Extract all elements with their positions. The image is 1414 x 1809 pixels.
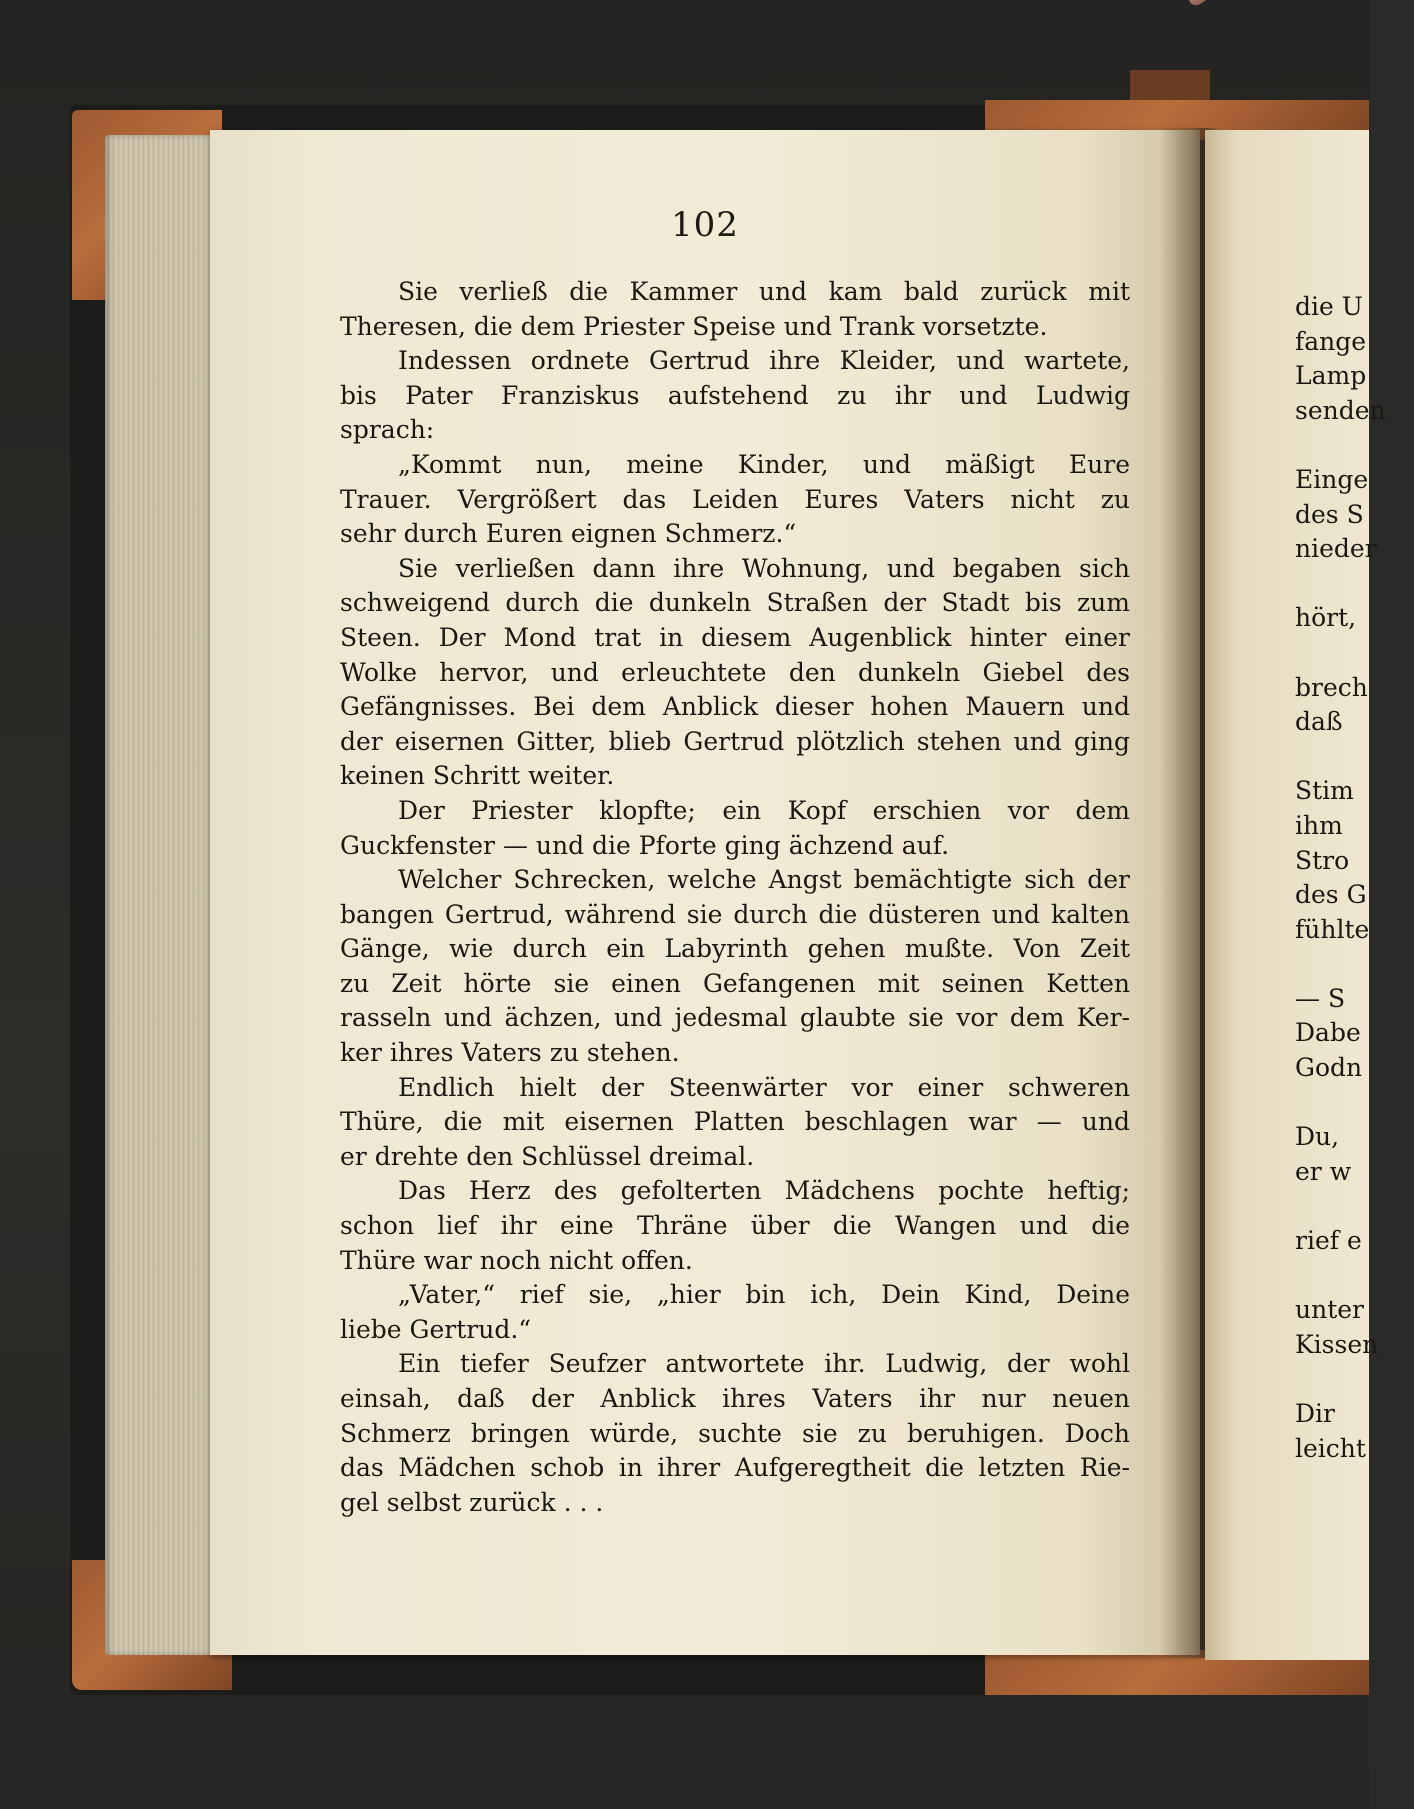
- left-page: [210, 130, 1200, 1655]
- page-edges: [105, 135, 220, 1655]
- text-line: Wolke hervor, und erleuchtete den dunkeln Giebel des: [340, 657, 1130, 687]
- text-line: zu Zeit hörte sie einen Gefangenen mit seinen Ketten: [340, 968, 1130, 998]
- text-line: Trauer. Vergrößert das Leiden Eures Vaters nicht zu: [340, 484, 1130, 514]
- text-line: bis Pater Franziskus aufstehend zu ihr und Ludwig: [340, 380, 1130, 410]
- text-line: Thüre, die mit eisernen Platten beschlagen war — und: [340, 1107, 1130, 1137]
- text-fragment: [1295, 1086, 1375, 1121]
- text-fragment: ihm: [1295, 810, 1343, 840]
- text-line: der eisernen Gitter, blieb Gertrud plötzlich stehen und ging: [340, 726, 1130, 756]
- text-fragment: daß: [1295, 707, 1343, 737]
- text-fragment: Stim: [1295, 776, 1354, 806]
- text-fragment: [1295, 567, 1375, 602]
- text-line: liebe Gertrud.“: [340, 1314, 532, 1344]
- text-fragment: [1295, 740, 1375, 775]
- text-fragment: Godn: [1295, 1053, 1363, 1083]
- text-fragment: die U: [1295, 292, 1363, 321]
- left-page-text: [340, 275, 1130, 1520]
- text-line: Theresen, die dem Priester Speise und Trank vorsetzte.: [340, 311, 1048, 341]
- text-line: Das Herz des gefolterten Mädchens pochte heftig;: [398, 1176, 1130, 1206]
- text-line: Der Priester klopfte; ein Kopf erschien vor dem: [398, 795, 1130, 825]
- text-fragment: fühlte: [1295, 914, 1370, 944]
- text-line: Steen. Der Mond trat in diesem Augenblick hinter einer: [340, 622, 1130, 652]
- text-fragment: Dabe: [1295, 1018, 1361, 1048]
- text-line: schweigend durch die dunkeln Straßen der Stadt bis zum: [340, 588, 1130, 618]
- text-fragment: Einge: [1295, 464, 1369, 494]
- text-fragment: [1295, 1189, 1375, 1224]
- text-line: er drehte den Schlüssel dreimal.: [340, 1141, 755, 1171]
- text-fragment: nieder: [1295, 534, 1377, 564]
- text-line: bangen Gertrud, während sie durch die düsteren und kalten: [340, 899, 1130, 929]
- text-line: Guckfenster — und die Pforte ging ächzend auf.: [340, 830, 950, 860]
- text-line: keinen Schritt weiter.: [340, 761, 615, 791]
- bookmark-ribbon-second: [1186, 0, 1414, 8]
- text-line: das Mädchen schob in ihrer Aufgeregtheit die letzten Rie-: [340, 1453, 1130, 1483]
- text-line: Welcher Schrecken, welche Angst bemächtigte sich der: [398, 865, 1130, 895]
- text-line: Gänge, wie durch ein Labyrinth gehen mußte. Von Zeit: [340, 934, 1130, 964]
- text-fragment: Stro: [1295, 845, 1350, 875]
- text-fragment: senden: [1295, 395, 1386, 425]
- text-line: Ein tiefer Seufzer antwortete ihr. Ludwig, der wohl: [398, 1349, 1130, 1379]
- text-fragment: [1295, 636, 1375, 671]
- text-line: Indessen ordnete Gertrud ihre Kleider, und wartete,: [398, 346, 1130, 376]
- text-line: Gefängnisses. Bei dem Anblick dieser hohen Mauern und: [340, 692, 1130, 722]
- text-fragment: brech: [1295, 672, 1368, 702]
- text-line: einsah, daß der Anblick ihres Vaters ihr nur neuen: [340, 1384, 1130, 1413]
- text-line: Sie verließ die Kammer und kam bald zurück mit: [398, 277, 1130, 306]
- text-fragment: Kissen: [1295, 1329, 1379, 1359]
- text-fragment: [1295, 947, 1375, 982]
- text-line: Thüre war noch nicht offen.: [340, 1245, 693, 1275]
- text-fragment: leicht: [1295, 1433, 1366, 1463]
- text-fragment: [1295, 1362, 1375, 1397]
- text-line: Sie verließen dann ihre Wohnung, und begaben sich: [398, 553, 1130, 583]
- page-number: 102: [671, 205, 739, 245]
- text-fragment: unter: [1295, 1295, 1364, 1325]
- text-fragment: Du,: [1295, 1122, 1340, 1152]
- text-line: Endlich hielt der Steenwärter vor einer schweren: [398, 1072, 1130, 1102]
- text-fragment: des S: [1295, 499, 1364, 529]
- right-page-text: [1295, 290, 1386, 1466]
- text-line: sprach:: [340, 415, 435, 445]
- text-line: schon lief ihr eine Thräne über die Wangen und die: [340, 1211, 1130, 1241]
- text-line: „Vater,“ rief sie, „hier bin ich, Dein Kind, Deine: [398, 1280, 1130, 1310]
- text-fragment: hört,: [1295, 603, 1357, 633]
- text-line: ker ihres Vaters zu stehen.: [340, 1038, 680, 1068]
- text-fragment: er w: [1295, 1156, 1352, 1186]
- right-page: [1205, 130, 1386, 1660]
- text-line: „Kommt nun, meine Kinder, und mäßigt Eure: [398, 449, 1130, 479]
- text-fragment: Lamp: [1295, 361, 1367, 391]
- text-fragment: rief e: [1295, 1226, 1362, 1256]
- text-line: rasseln und ächzen, und jedesmal glaubte sie vor dem Ker-: [340, 1003, 1130, 1033]
- text-fragment: — S: [1295, 983, 1346, 1013]
- text-line: sehr durch Euren eignen Schmerz.“: [340, 519, 797, 549]
- text-fragment: Dir: [1295, 1399, 1335, 1428]
- text-line: Schmerz bringen würde, suchte sie zu beruhigen. Doch: [340, 1418, 1130, 1448]
- text-fragment: fange: [1295, 326, 1367, 356]
- text-fragment: [1295, 428, 1375, 463]
- text-fragment: [1295, 1259, 1375, 1294]
- text-line: gel selbst zurück . . .: [340, 1487, 604, 1517]
- text-fragment: des G: [1295, 880, 1367, 910]
